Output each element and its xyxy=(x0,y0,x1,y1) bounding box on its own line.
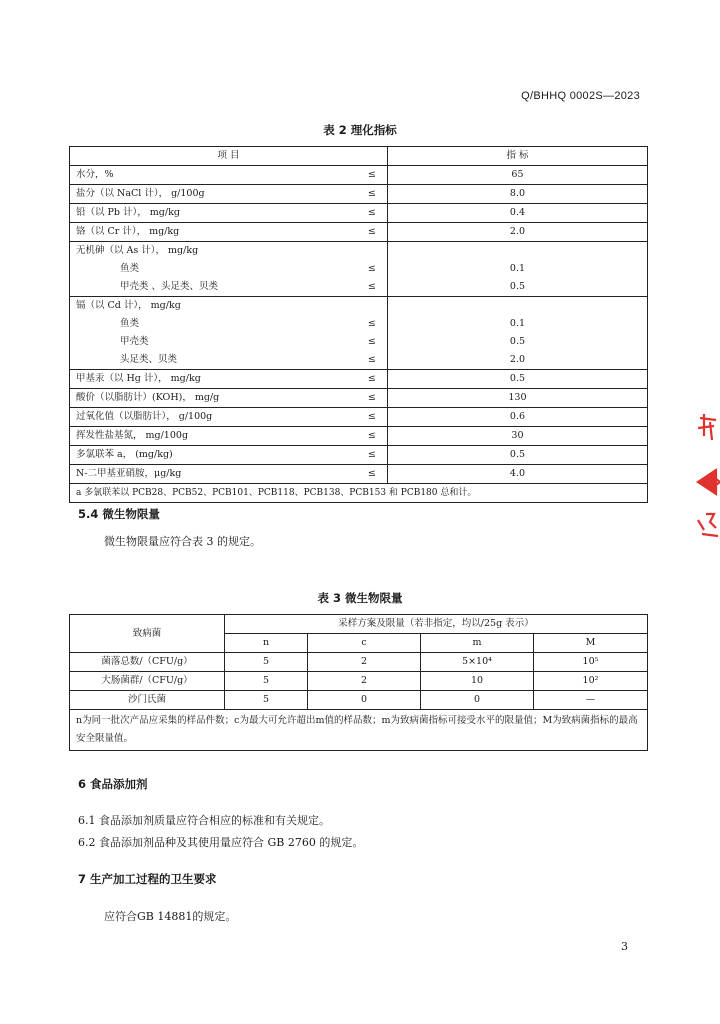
row-value: 4.0 xyxy=(387,465,647,484)
row-name: 大肠菌群/（CFU/g） xyxy=(70,672,225,691)
table-note-row xyxy=(70,484,648,503)
table-row xyxy=(70,408,648,427)
document-code: Q/BHHQ 0002S—2023 xyxy=(521,90,640,102)
row-item: 盐分（以 NaCl 计）， g/100g xyxy=(70,185,357,204)
row-item: 铬（以 Cr 计）， mg/kg xyxy=(70,223,357,242)
row-item: 多氯联苯 a， (mg/kg) xyxy=(70,446,357,465)
arsenic-title-row xyxy=(70,242,648,261)
row-op: ≤ xyxy=(357,185,388,204)
cadmium-title-row xyxy=(70,297,648,316)
table-row xyxy=(70,185,648,204)
row-op: ≤ xyxy=(357,446,388,465)
row-op: ≤ xyxy=(357,465,388,484)
row-op: ≤ xyxy=(357,351,388,370)
row-c: 0 xyxy=(308,691,421,710)
row-n: 5 xyxy=(225,653,308,672)
row-m: 0 xyxy=(421,691,534,710)
table-header-row xyxy=(70,615,648,634)
row-c: 2 xyxy=(308,653,421,672)
col-n: n xyxy=(225,634,308,653)
section-6-2: 6.2 食品添加剂品种及其使用量应符合 GB 2760 的规定。 xyxy=(78,836,364,849)
table-row xyxy=(70,315,648,333)
row-op: ≤ xyxy=(357,166,388,185)
row-item: 甲基汞（以 Hg 计）， mg/kg xyxy=(70,370,357,389)
row-n: 5 xyxy=(225,691,308,710)
row-M: 10² xyxy=(534,672,648,691)
row-item: 甲壳类 、头足类、贝类 xyxy=(70,278,357,297)
header-item: 项 目 xyxy=(70,147,388,166)
row-m: 5×10⁴ xyxy=(421,653,534,672)
table-header-row xyxy=(70,147,648,166)
table-row xyxy=(70,278,648,297)
section-6-title: 6 食品添加剂 xyxy=(78,777,148,791)
row-op: ≤ xyxy=(357,408,388,427)
row-item: 铅（以 Pb 计）， mg/kg xyxy=(70,204,357,223)
table-row xyxy=(70,166,648,185)
row-op: ≤ xyxy=(357,278,388,297)
section-7-text: 应符合GB 14881的规定。 xyxy=(104,910,237,923)
row-op: ≤ xyxy=(357,370,388,389)
row-M: — xyxy=(534,691,648,710)
row-value: 2.0 xyxy=(387,351,647,370)
page-number: 3 xyxy=(621,940,628,953)
row-name: 菌落总数/（CFU/g） xyxy=(70,653,225,672)
row-value: 0.6 xyxy=(387,408,647,427)
row-value: 0.4 xyxy=(387,204,647,223)
row-item: 过氧化值（以脂肪计）， g/100g xyxy=(70,408,357,427)
row-M: 10⁵ xyxy=(534,653,648,672)
row-op: ≤ xyxy=(357,389,388,408)
row-item: 无机砷（以 As 计）， mg/kg xyxy=(70,242,357,261)
table-row xyxy=(70,672,648,691)
section-5-4-title: 5.4 微生物限量 xyxy=(78,507,160,521)
row-value: 130 xyxy=(387,389,647,408)
row-value: 30 xyxy=(387,427,647,446)
pathogen-header: 致病菌 xyxy=(70,615,225,653)
table-row xyxy=(70,370,648,389)
row-value: 8.0 xyxy=(387,185,647,204)
row-m: 10 xyxy=(421,672,534,691)
table-footnote: n为同一批次产品应采集的样品件数；c为最大可允许超出m值的样品数；m为致病菌指标可接受水平的限量值；M为致病菌指标的最高安全限量值。 xyxy=(70,710,648,751)
header-value: 指 标 xyxy=(387,147,647,166)
physicochemical-table xyxy=(69,146,648,503)
row-op: ≤ xyxy=(357,260,388,278)
row-op: ≤ xyxy=(357,315,388,333)
red-seal-stamp-fragment xyxy=(690,410,720,540)
table2-caption: 表 2 理化指标 xyxy=(323,123,397,137)
row-op: ≤ xyxy=(357,223,388,242)
row-value: 0.5 xyxy=(387,278,647,297)
table-row xyxy=(70,446,648,465)
row-item: 甲壳类 xyxy=(70,333,357,351)
table-row xyxy=(70,260,648,278)
table3-caption: 表 3 微生物限量 xyxy=(317,591,403,605)
row-value: 65 xyxy=(387,166,647,185)
table-footnote-row xyxy=(70,710,648,751)
section-7-title: 7 生产加工过程的卫生要求 xyxy=(78,872,217,886)
row-item: N-二甲基亚硝胺，μg/kg xyxy=(70,465,357,484)
table-row xyxy=(70,351,648,370)
plan-header: 采样方案及限量（若非指定，均以/25g 表示） xyxy=(225,615,648,634)
row-op: ≤ xyxy=(357,204,388,223)
row-item: 镉（以 Cd 计）， mg/kg xyxy=(70,297,357,316)
row-item: 水分，% xyxy=(70,166,357,185)
table-row xyxy=(70,653,648,672)
row-value: 0.5 xyxy=(387,370,647,389)
microbial-table xyxy=(69,614,648,751)
table-row xyxy=(70,465,648,484)
row-value: 0.1 xyxy=(387,315,647,333)
row-name: 沙门氏菌 xyxy=(70,691,225,710)
row-value: 0.5 xyxy=(387,333,647,351)
row-value: 2.0 xyxy=(387,223,647,242)
table-row xyxy=(70,204,648,223)
row-c: 2 xyxy=(308,672,421,691)
row-n: 5 xyxy=(225,672,308,691)
row-item: 挥发性盐基氮， mg/100g xyxy=(70,427,357,446)
section-6-1: 6.1 食品添加剂质量应符合相应的标准和有关规定。 xyxy=(78,814,330,827)
table-note: a 多氯联苯以 PCB28、PCB52、PCB101、PCB118、PCB138、PCB153 和 PCB180 总和计。 xyxy=(70,484,648,503)
row-item: 鱼类 xyxy=(70,315,357,333)
col-M: M xyxy=(534,634,648,653)
row-item: 鱼类 xyxy=(70,260,357,278)
table-row xyxy=(70,389,648,408)
row-item: 酸价（以脂肪计）(KOH)， mg/g xyxy=(70,389,357,408)
table-row xyxy=(70,691,648,710)
row-value: 0.5 xyxy=(387,446,647,465)
col-c: c xyxy=(308,634,421,653)
row-op: ≤ xyxy=(357,333,388,351)
table-row xyxy=(70,223,648,242)
col-m: m xyxy=(421,634,534,653)
row-value: 0.1 xyxy=(387,260,647,278)
section-5-4-text: 微生物限量应符合表 3 的规定。 xyxy=(104,535,261,548)
row-op: ≤ xyxy=(357,427,388,446)
table-row xyxy=(70,333,648,351)
table-row xyxy=(70,427,648,446)
row-item: 头足类、贝类 xyxy=(70,351,357,370)
